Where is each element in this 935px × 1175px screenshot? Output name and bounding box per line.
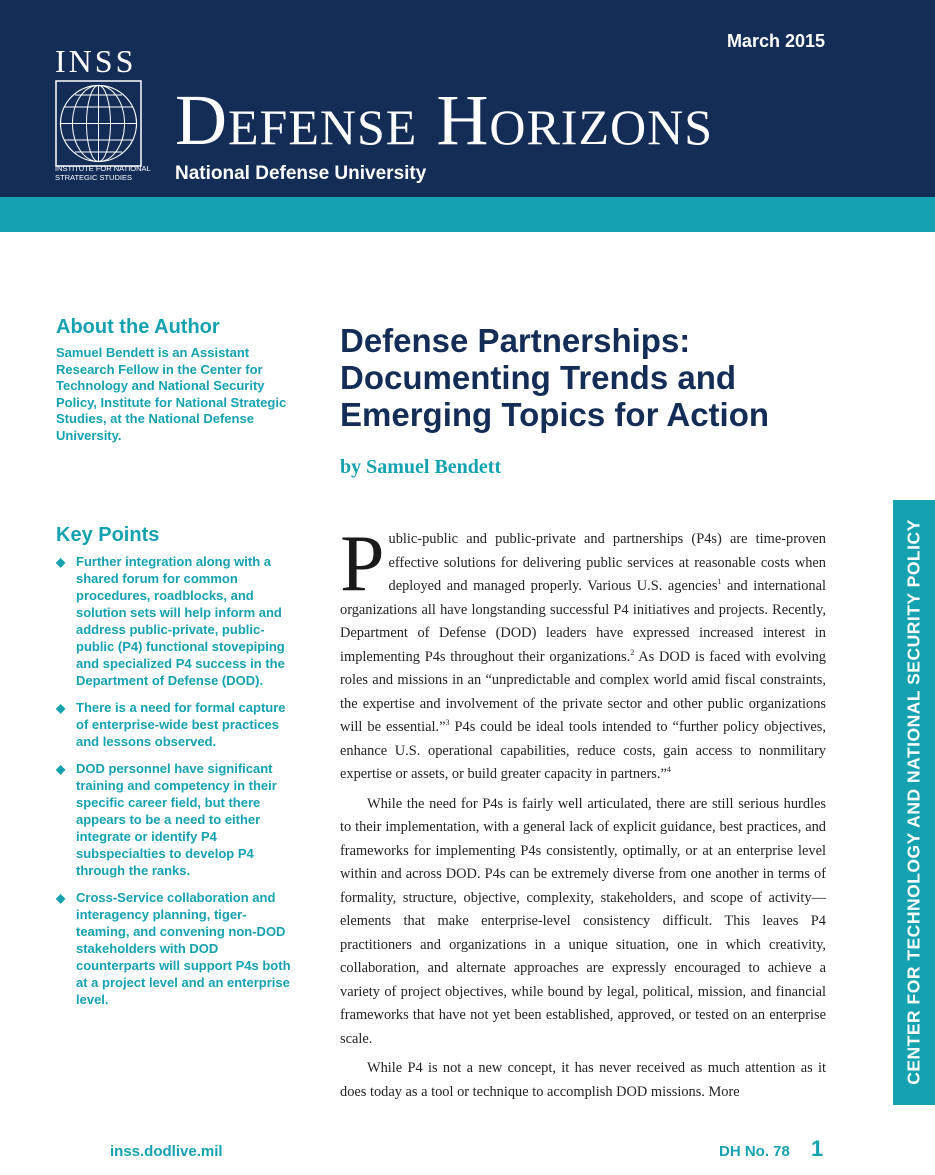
diamond-icon: ◆ [56,555,66,569]
key-point-text: DOD personnel have significant training and competency in their specific career field, but there appears to be a need to either integrate or identify P4 subspecialties to develop P4 through the ranks. [76,761,277,878]
body-paragraph: While the need for P4s is fairly well articulated, there are still serious hurdles to their implementation, with a general lack of explicit guidance, best practices, and frameworks for implementing P4s consistently, optimally, or at an enterprise level within and across DOD. P4s can be extremely diverse from one another in terms of formality, structure, objective, complexity, stakeholders, and scope of activity—elements that make enterprise-level consistency difficult. This leaves P4 practitioners and organizations in a unique situation, one in which creativity, collaboration, and alternate approaches are expressly encouraged to achieve a variety of project objectives, while bound by legal, political, mission, and financial frameworks that have not yet been established, approved, or tested on an enterprise scale. [340,795,826,1047]
key-point [56,760,298,879]
footnote-ref[interactable]: 4 [666,765,671,775]
drop-cap: P [340,520,385,608]
footer-url-link[interactable]: inss.dodlive.mil [110,1143,223,1160]
inss-subtitle-line1: INSTITUTE FOR NATIONAL [55,164,151,173]
footnote-ref[interactable]: 2 [630,647,635,657]
p1-part-b: and international organizations all have longstanding successful P4 initiatives and projects. Recently, Department of Defense (DOD) leaders have expressed increased interest in implementing P4s throughout their organizations. [340,578,826,665]
masthead [0,0,935,197]
inss-logo-subtitle [55,164,151,182]
diamond-icon: ◆ [56,701,66,715]
key-point [56,699,298,750]
article-byline: by Samuel Bendett [340,456,502,478]
inss-logo-word: INSS [55,43,137,79]
diamond-icon: ◆ [56,891,66,905]
series-title: Defense Horizons [175,80,714,160]
p1-part-d: P4s could be ideal tools intended to “further policy objectives, enhance U.S. operational capabilities, reduce costs, gain access to nonmilitary expertise or assets, or build greater capacity in partners.” [340,719,827,782]
key-point [56,553,298,689]
body-paragraph: While P4 is not a new concept, it has never received as much attention as it does today as a tool or technique to accomplish DOD missions. More [340,1060,826,1100]
footnote-ref[interactable]: 3 [445,718,450,728]
globe-logo-icon [55,80,142,167]
center-side-tab-text: CENTER FOR TECHNOLOGY AND NATIONAL SECURITY POLICY [903,519,924,1085]
university-name: National Defense University [175,163,427,184]
center-side-tab [893,500,935,1105]
teal-band [0,197,935,232]
p1-part-a: ublic-public and public-private and partnerships (P4s) are time-proven effective solutions for delivering public services at reasonable costs when deployed and managed properly. Various U.S. agencies [388,531,826,594]
diamond-icon: ◆ [56,762,66,776]
footnote-ref[interactable]: 1 [717,577,722,587]
issue-date: March 2015 [726,31,825,51]
p1-part-c: As DOD is faced with evolving roles and missions in an “unpredictable and complex world amid fiscal constraints, the expertise and involvement of the private sector and other public organizations will be essential.” [340,648,827,735]
about-author-heading: About the Author [56,316,220,338]
key-points-list [56,553,306,1008]
article-body [340,520,827,1104]
article-headline: Defense Partnerships: Documenting Trends and Emerging Topics for Action [340,322,770,433]
sidebar [56,316,306,1018]
key-point-text: There is a need for formal capture of enterprise-wide best practices and lessons observed. [76,700,286,749]
body-paragraph [340,520,827,787]
key-point-text: Cross-Service collaboration and interagency planning, tiger-teaming, and convening non-DOD stakeholders with DOD counterparts will support P4s both at a project level and an enterprise level. [76,890,291,1007]
footer-page-number: 1 [811,1136,824,1161]
inss-subtitle-line2: STRATEGIC STUDIES [55,173,132,182]
about-author-text: Samuel Bendett is an Assistant Research Fellow in the Center for Technology and National Security Policy, Institute for National Strategic Studies, at the National Defense University. [56,345,287,443]
footer-issue-number: DH No. 78 [719,1143,790,1160]
key-point [56,889,298,1008]
key-points-heading: Key Points [56,524,160,546]
key-point-text: Further integration along with a shared forum for common procedures, roadblocks, and solution sets will help inform and address public-private, public-public (P4) functional stovepiping and specialized P4 success in the Department of Defense (DOD). [76,554,285,688]
